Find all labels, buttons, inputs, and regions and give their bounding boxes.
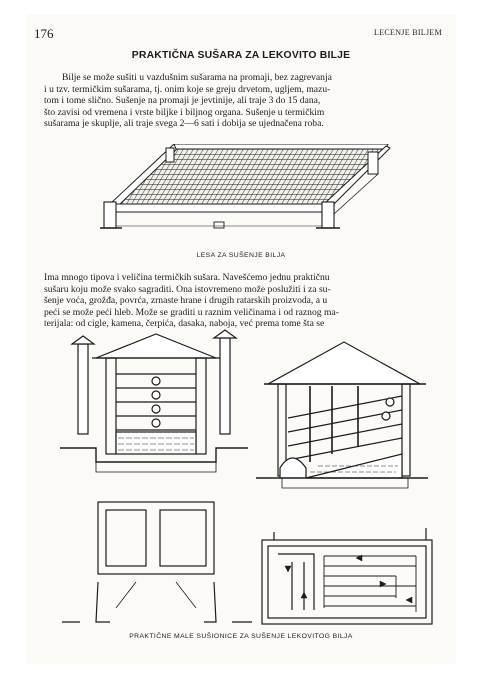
- flue-layout-plan: [262, 528, 432, 624]
- paragraph-2-line: terijala: od cigle, kamena, čerpića, dasaka, naboja, već prema tome šta se: [44, 318, 325, 330]
- figure-2-caption: PRAKTIČNE MALE SUŠIONICE ZA SUŠENJE LEKOVITOG BILJA: [129, 633, 353, 640]
- paragraph-2-line: sušaru koju može svako sagraditi. Ona istovremeno može poslužiti i za su-: [44, 283, 331, 295]
- dryer-floor-plan: [62, 502, 252, 622]
- paragraph-1-line: i u tzv. termičkim sušarama, tj. onim koje se greju drvetom, ugljem, mazu-: [44, 83, 331, 95]
- dryer-front-section: [60, 330, 248, 472]
- running-title: LECENJE BILJEM: [374, 28, 442, 37]
- figure-1-caption: LESA ZA SUŠENJE BILJA: [196, 252, 286, 259]
- drying-rack-illustration: [96, 144, 396, 244]
- page-number: 176: [34, 26, 54, 41]
- paragraph-2-line: šenje voća, grožđa, povrća, zrnaste hrane i drugih ratarskih proizvoda, a u: [44, 295, 328, 307]
- dryer-plans-illustration: [56, 322, 456, 628]
- paragraph-1: [44, 72, 448, 130]
- paragraph-1-line: Bilje se može sušiti u vazdušnim sušarama na promaji, bez zagrevanja: [62, 72, 332, 83]
- book-page: [26, 14, 456, 664]
- paragraph-1-line: tom i tome slično. Sušenje na promaji je jevtinije, ali traje 3 do 15 dana,: [44, 95, 321, 107]
- section-title: PRAKTIČNA SUŠARA ZA LEKOVITO BILJE: [131, 50, 351, 61]
- paragraph-2-line: peći se može peći hleb. Može se graditi u raznim veličinama i od raznog ma-: [44, 306, 339, 318]
- paragraph-2-line: Ima mnogo tipova i veličina termičkih sušara. Navešćemo jednu praktičnu: [44, 272, 330, 283]
- paragraph-1-line: sušarama je skuplje, ali traje svega 2—6 sati i dobija se ujednačena roba.: [44, 118, 324, 130]
- paragraph-1-line: što zavisi od vremena i vrste biljke i biljnog organa. Sušenje u termičkim: [44, 106, 325, 118]
- dryer-side-section: [256, 342, 428, 488]
